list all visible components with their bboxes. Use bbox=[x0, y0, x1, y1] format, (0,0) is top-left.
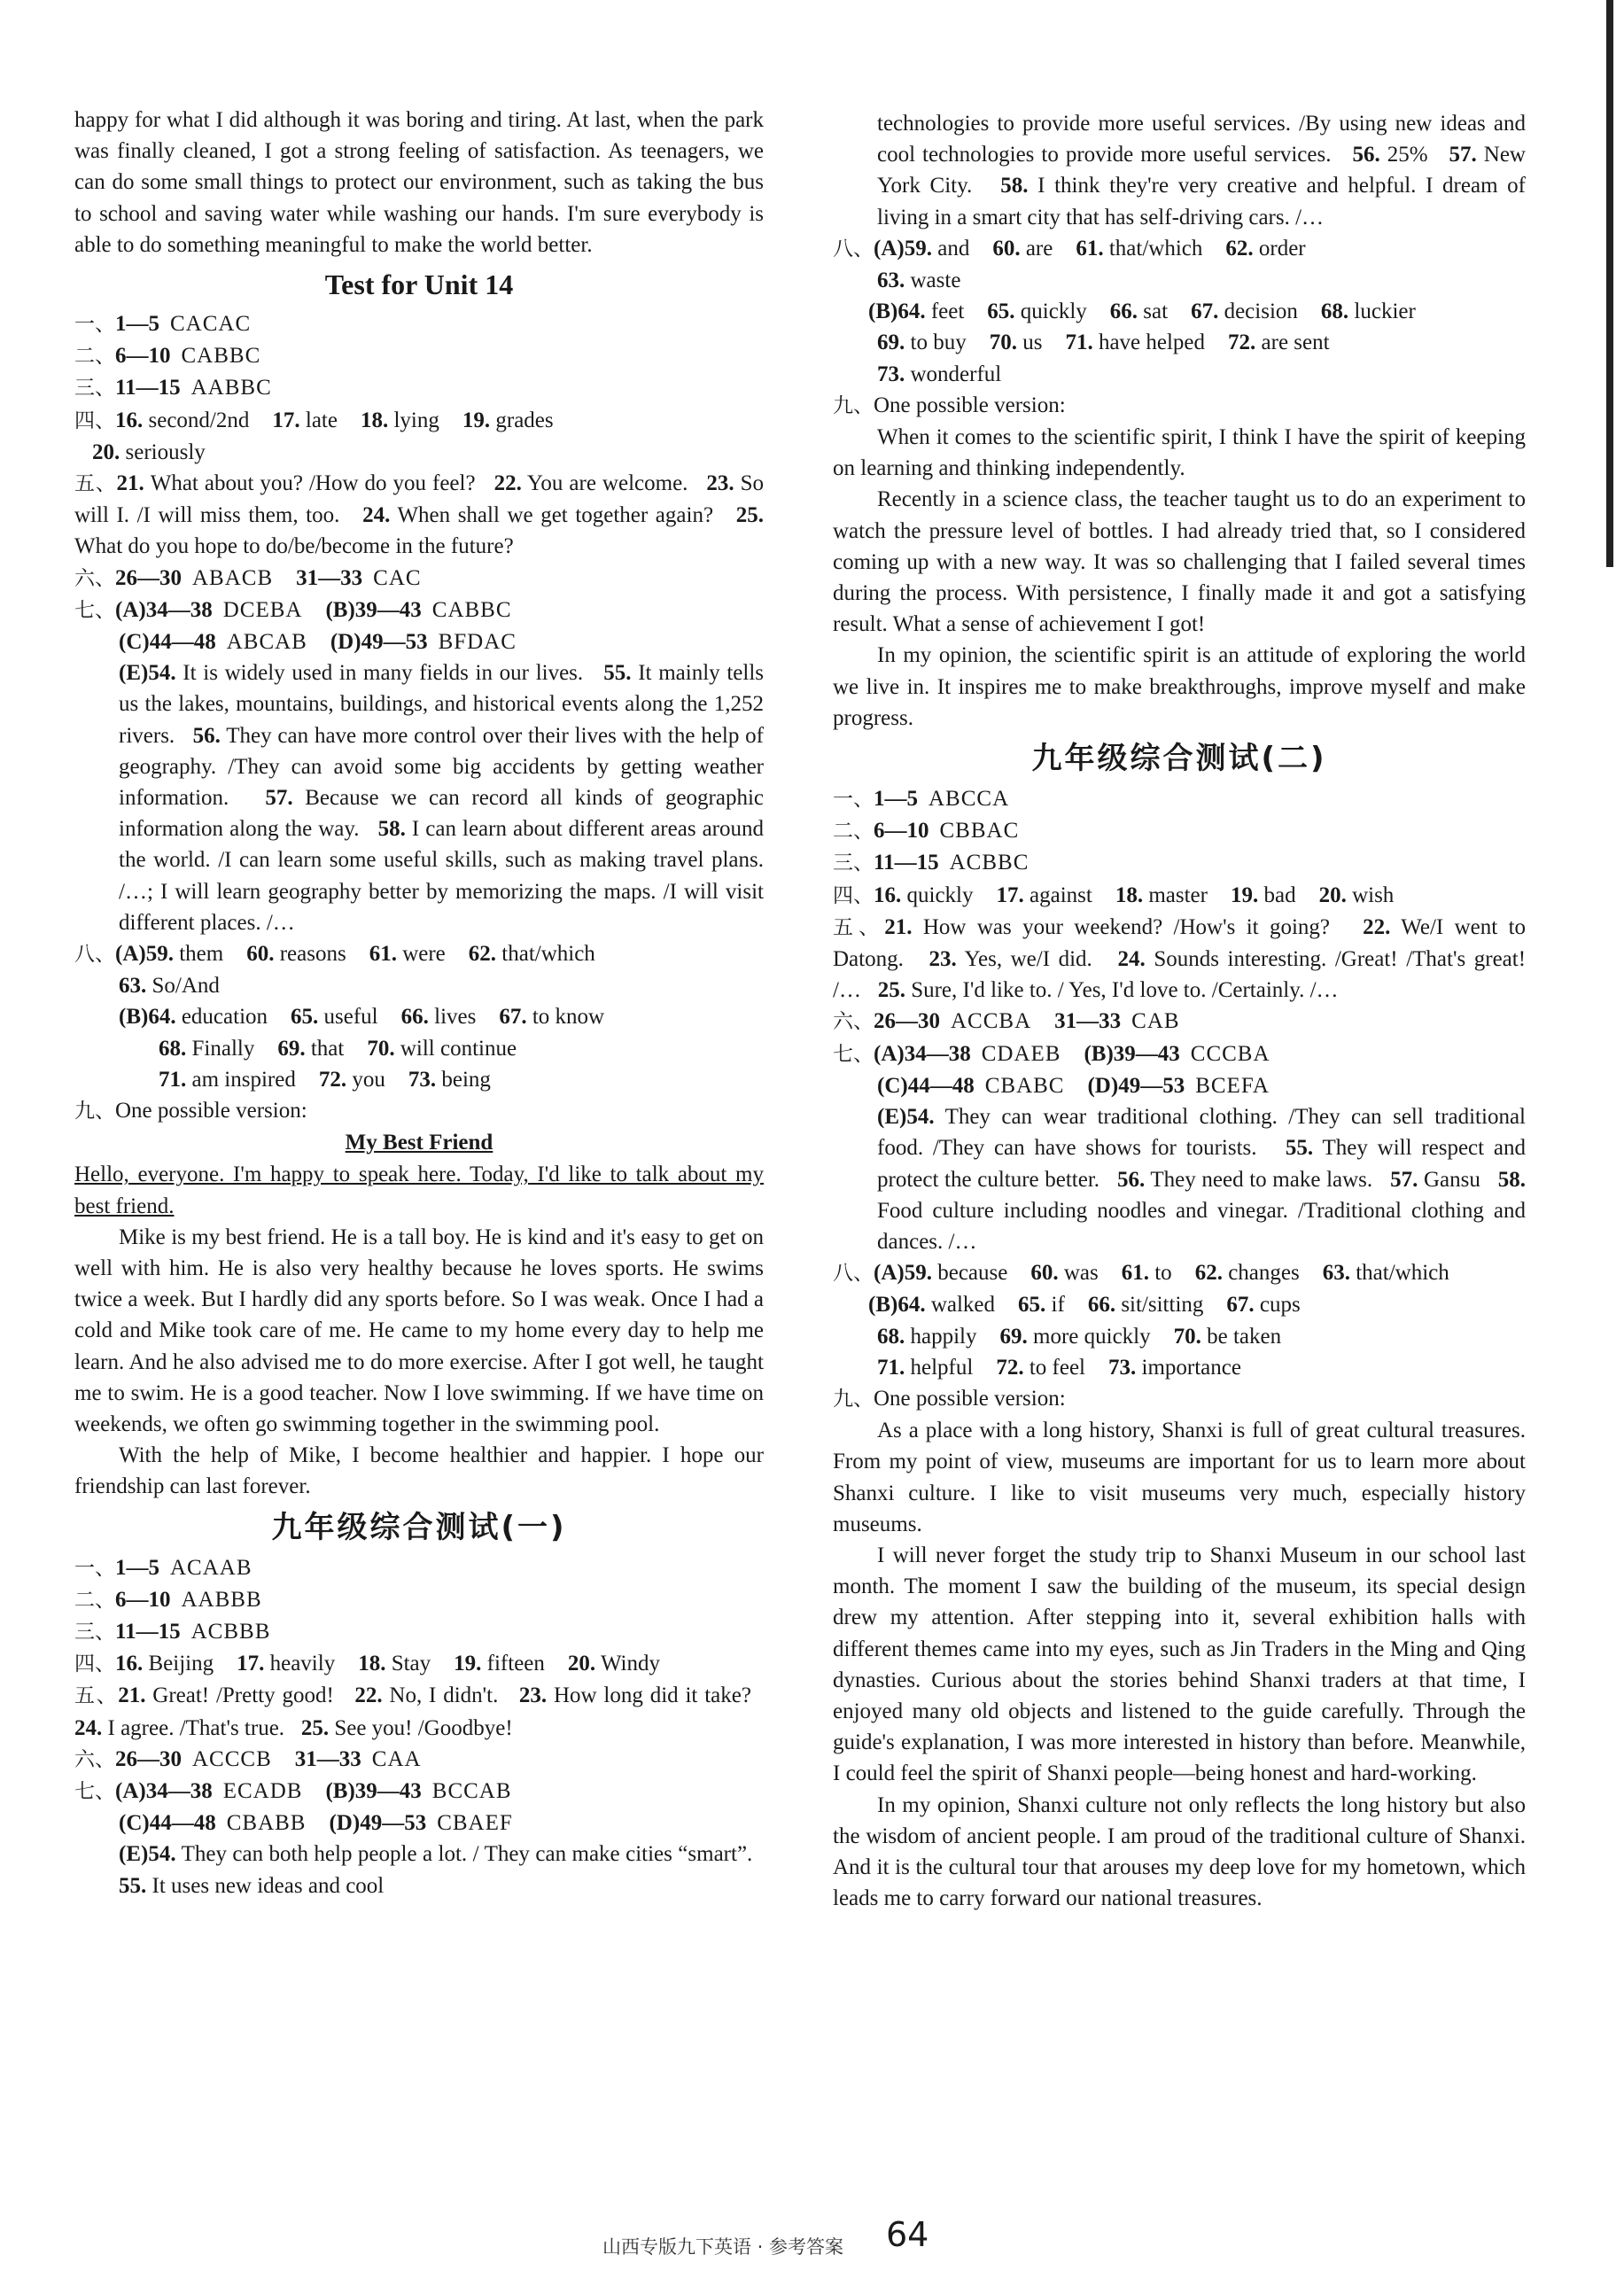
test2-s8-b3: 71. helpful 72. to feel 73. importance bbox=[877, 1355, 1241, 1380]
test1-s9: 九、One possible version: bbox=[833, 393, 1066, 417]
unit14-s3: 三、11—15 AABBC bbox=[74, 376, 272, 400]
unit14-s1: 一、1—5 CACAC bbox=[74, 312, 252, 337]
test1-s2: 二、6—10 AABBB bbox=[74, 1587, 262, 1612]
test1-s4: 四、16. Beijing 17. heavily 18. Stay 19. fifteen 20. Windy bbox=[74, 1652, 660, 1676]
essay-title: My Best Friend bbox=[345, 1131, 493, 1155]
unit14-s8-a: 八、(A)59. them 60. reasons 61. were 62. that/which bbox=[74, 942, 595, 967]
test1-s7-e-cont: technologies to provide more useful services. /By using new ideas and cool technologies to provide more useful services. 56. 25% 57. New York City. 58. I think they're very creative and helpful. I dream of living in a smart city that has self-driving cars. /… bbox=[877, 112, 1526, 229]
unit14-s8-a2: 63. So/And bbox=[119, 974, 220, 999]
test1-s7-ab: 七、(A)34—38 ECADB (B)39—43 BCCAB bbox=[74, 1778, 512, 1803]
test1-s1: 一、1—5 ACAAB bbox=[74, 1555, 253, 1580]
test2-s2: 二、6—10 CBBAC bbox=[833, 819, 1020, 844]
essay-opening: Hello, everyone. I'm happy to speak here. Today, I'd like to talk about my best friend. bbox=[74, 1162, 764, 1218]
essay-paragraph: When it comes to the scientific spirit, I think I have the spirit of keeping on learning and thinking independently. bbox=[833, 425, 1526, 481]
test1-s8-b3: 73. wonderful bbox=[877, 362, 1002, 386]
test1-s3: 三、11—15 ACBBB bbox=[74, 1619, 271, 1644]
essay-paragraph: As a place with a long history, Shanxi is full of great cultural treasures. From my point of view, museums are important for us to learn more about Shanxi culture. I like to visit museums very much, especially history museums. bbox=[833, 1419, 1526, 1536]
test2-s8-b2: 68. happily 69. more quickly 70. be taken bbox=[877, 1324, 1282, 1349]
unit14-s2: 二、6—10 CABBC bbox=[74, 344, 261, 369]
unit14-s4-cont: 20. seriously bbox=[92, 439, 206, 464]
unit14-s7-cd: (C)44—48 ABCAB (D)49—53 BFDAC bbox=[119, 630, 517, 655]
unit14-s8-b: (B)64. education 65. useful 66. lives 67. to know bbox=[119, 1005, 605, 1030]
test2-s7-cd: (C)44—48 CBABC (D)49—53 BCEFA bbox=[877, 1073, 1270, 1098]
page-edge-bar bbox=[1606, 0, 1613, 567]
test1-title: 九年级综合测试(一) bbox=[271, 1509, 567, 1545]
intro-paragraph: happy for what I did although it was boring and tiring. At last, when the park was finally cleaned, I got a strong feeling of satisfaction. As teenagers, we can do some small things to protect our environment, such as taking the bus to school and saving water while washing our hands. I'm sure everybody is able to do something meaningful to make the world better. bbox=[74, 108, 764, 257]
test1-s7-e: (E)54. They can both help people a lot. / They can make cities “smart”. 55. It uses new ideas and cool bbox=[119, 1842, 753, 1898]
page-footer: 山西专版九下英语 · 参考答案 bbox=[602, 2236, 844, 2258]
test1-s8-b: (B)64. feet 65. quickly 66. sat 67. decision 68. luckier bbox=[868, 299, 1416, 324]
test2-s6: 六、26—30 ACCBA 31—33 CAB bbox=[833, 1009, 1180, 1034]
essay-paragraph: In my opinion, Shanxi culture not only reflects the long history but also the wisdom of ancient people. I am proud of the traditional culture of Shanxi. And it is the cultural tour that arouses my deep love for my hometown, which leads me to carry forward our national treasures. bbox=[833, 1792, 1526, 1911]
unit14-s9: 九、One possible version: bbox=[74, 1099, 307, 1123]
test1-s8-a2: 63. waste bbox=[877, 268, 961, 293]
left-column bbox=[74, 105, 764, 1901]
unit14-s4: 四、16. second/2nd 17. late 18. lying 19. grades bbox=[74, 408, 554, 432]
unit14-s7-ab: 七、(A)34—38 DCEBA (B)39—43 CABBC bbox=[74, 597, 512, 622]
test1-s8-a: 八、(A)59. and 60. are 61. that/which 62. order bbox=[833, 236, 1306, 260]
essay-paragraph: I will never forget the study trip to Shanxi Museum in our school last month. The moment I saw the building of the museum, its special design drew my attention. After stepping into it, several exhibition halls with different themes came into my eyes, such as Jin Traders in the Ming and Qing dynasties. Curious about the stories behind Shanxi traders at that time, I enjoyed many old objects and listened to the guide carefully. Through the guide's explanation, I was more interested in history than before. Meanwhile, I could feel the spirit of Shanxi people—being honest and hard-working. bbox=[833, 1543, 1526, 1786]
test2-s8-a: 八、(A)59. because 60. was 61. to 62. changes 63. that/which bbox=[833, 1261, 1449, 1286]
test2-s5: 五、21. How was your weekend? /How's it going? 22. We/I went to Datong. 23. Yes, we/I did. 24. Sounds interesting. /Great! /That's great! /… 25. Sure, I'd like to. / Yes, I'd love to. /Certainly. /… bbox=[833, 914, 1527, 1003]
page-number: 64 bbox=[886, 2215, 929, 2254]
test2-title: 九年级综合测试(二) bbox=[1031, 741, 1327, 777]
unit14-s7-e: (E)54. It is widely used in many fields in our lives. 55. It mainly tells us the lakes, mountains, buildings, and historical events along the 1,252 rivers. 56. They can have more control over their lives with the help of geography. /They can avoid some big accidents by getting weather information. 57. Because we can record all kinds of geographic information along the way. 58. I can learn about different areas around the world. /I can learn some useful skills, such as making travel plans. /…; I will learn geography better by memorizing the maps. /I will visit different places. /… bbox=[119, 661, 765, 935]
test2-s8-b: (B)64. walked 65. if 66. sit/sitting 67. cups bbox=[868, 1293, 1301, 1318]
unit14-s6: 六、26—30 ABACB 31—33 CAC bbox=[74, 565, 422, 590]
unit14-title: Test for Unit 14 bbox=[324, 268, 514, 301]
test2-s9: 九、One possible version: bbox=[833, 1386, 1066, 1411]
unit14-s5: 五、21. What about you? /How do you feel? 22. You are welcome. 23. So will I. /I will miss them, too. 24. When shall we get together again? 25. What do you hope to do/be/become in the future? bbox=[74, 471, 765, 559]
test2-s3: 三、11—15 ACBBC bbox=[833, 851, 1030, 875]
test2-s7-ab: 七、(A)34—38 CDAEB (B)39—43 CCCBA bbox=[833, 1041, 1270, 1066]
essay-paragraph: In my opinion, the scientific spirit is an attitude of exploring the world we live in. It inspires me to make breakthroughs, improve myself and make progress. bbox=[833, 643, 1526, 730]
test1-s6: 六、26—30 ACCCB 31—33 CAA bbox=[74, 1746, 422, 1771]
essay-paragraph: Recently in a science class, the teacher taught us to do an experiment to watch the pressure level of bottles. I had already tried that, so I considered coming up with a new way. It was so challenging that I failed several times during the process. With persistence, I finally made it and got a satisfying result. What a sense of achievement I got! bbox=[833, 487, 1526, 637]
test1-s8-b2: 69. to buy 70. us 71. have helped 72. are sent bbox=[877, 330, 1330, 355]
essay-paragraph: With the help of Mike, I become healthier and happier. I hope our friendship can last forever. bbox=[74, 1443, 764, 1499]
unit14-s8-b2: 68. Finally 69. that 70. will continue bbox=[159, 1036, 517, 1061]
test1-s5: 五、21. Great! /Pretty good! 22. No, I didn't. 23. How long did it take? 24. I agree. /That's true. 25. See you! /Goodbye! bbox=[74, 1683, 751, 1740]
essay-paragraph: Mike is my best friend. He is a tall boy. He is kind and it's easy to get on well with him. He is also very healthy because he loves sports. He swims twice a week. But I hardly did any sports before. So I was weak. Once I had a cold and Mike took care of me. He came to my home every day to help me learn. And he also advised me to do more exercise. After I got well, he taught me to swim. He is a good teacher. Now I love swimming. If we have time on weekends, we often go swimming together in the swimming pool. bbox=[74, 1225, 764, 1436]
right-column bbox=[833, 108, 1526, 1914]
test2-s4: 四、16. quickly 17. against 18. master 19. bad 20. wish bbox=[833, 882, 1395, 907]
unit14-s8-b3: 71. am inspired 72. you 73. being bbox=[159, 1067, 491, 1092]
test1-s7-cd: (C)44—48 CBABB (D)49—53 CBAEF bbox=[119, 1811, 513, 1836]
test2-s7-e: (E)54. They can wear traditional clothing. /They can sell traditional food. /They can have shows for tourists. 55. They will respect and protect the culture better. 56. They need to make laws. 57. Gansu 58. Food culture including noodles and vinegar. /Traditional clothing and dances. /… bbox=[877, 1105, 1527, 1254]
test2-s1: 一、1—5 ABCCA bbox=[833, 787, 1010, 812]
